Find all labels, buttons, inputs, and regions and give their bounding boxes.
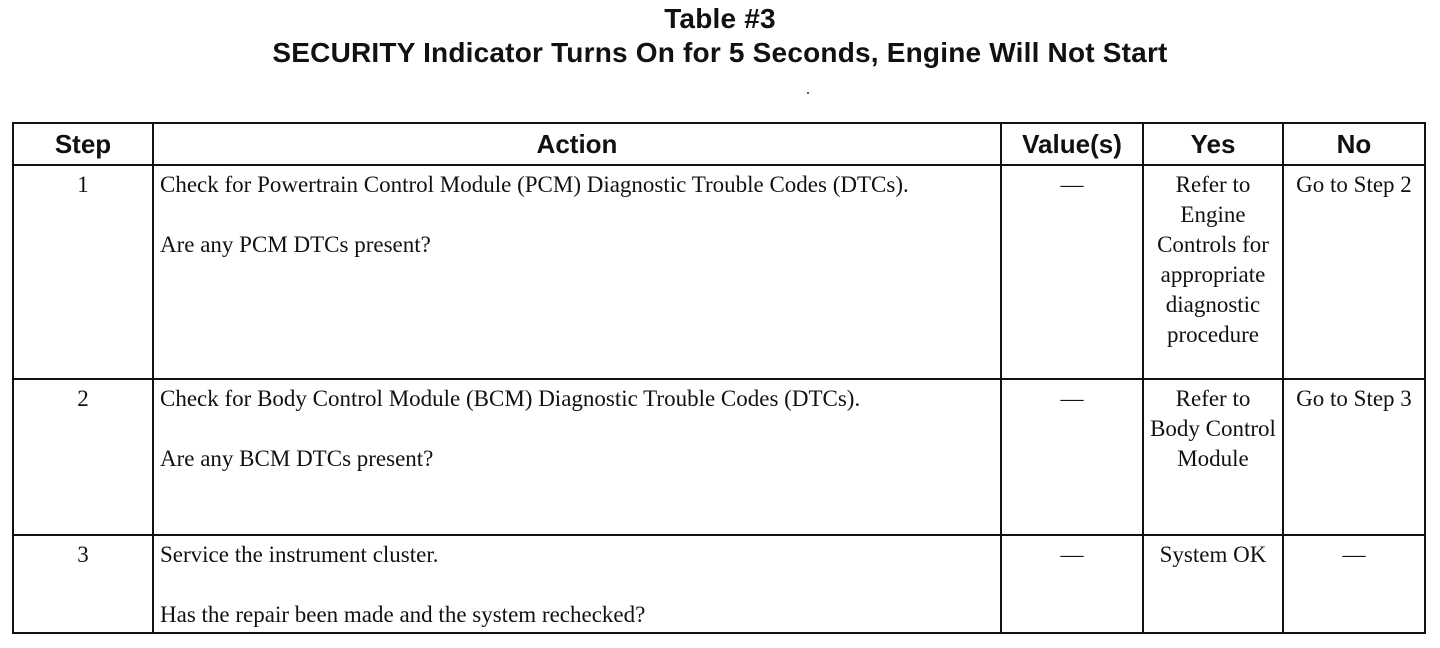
action-question: Has the repair been made and the system rechecked? — [160, 602, 646, 627]
action-instruction: Check for Body Control Module (BCM) Diagnostic Trouble Codes (DTCs). — [160, 386, 861, 411]
step-number: 2 — [13, 379, 153, 535]
yes-cell: System OK — [1143, 535, 1283, 633]
header-action: Action — [153, 123, 1001, 165]
header-yes: Yes — [1143, 123, 1283, 165]
header-step: Step — [13, 123, 153, 165]
value-cell: — — [1001, 379, 1143, 535]
header-row — [13, 123, 1425, 165]
action-question: Are any BCM DTCs present? — [160, 446, 434, 471]
step-number: 1 — [13, 165, 153, 379]
table-row — [13, 165, 1425, 379]
action-question: Are any PCM DTCs present? — [160, 232, 431, 257]
step-number: 3 — [13, 535, 153, 633]
header-no: No — [1283, 123, 1425, 165]
no-cell: — — [1283, 535, 1425, 633]
table-subject-heading: SECURITY Indicator Turns On for 5 Seconds, Engine Will Not Start — [272, 37, 1168, 68]
action-cell — [153, 379, 1001, 535]
scan-speck — [807, 92, 809, 94]
no-cell: Go to Step 3 — [1283, 379, 1425, 535]
document-title — [0, 2, 1440, 70]
table-row — [13, 535, 1425, 633]
action-instruction: Check for Powertrain Control Module (PCM) Diagnostic Trouble Codes (DTCs). — [160, 172, 909, 197]
header-values: Value(s) — [1001, 123, 1143, 165]
no-cell: Go to Step 2 — [1283, 165, 1425, 379]
action-cell — [153, 165, 1001, 379]
yes-cell: Refer to Engine Controls for appropriate diagnostic procedure — [1143, 165, 1283, 379]
value-cell: — — [1001, 165, 1143, 379]
yes-cell: Refer to Body Control Module — [1143, 379, 1283, 535]
table-row — [13, 379, 1425, 535]
action-cell — [153, 535, 1001, 633]
diagnostic-table — [12, 122, 1426, 634]
table-number-heading: Table #3 — [664, 3, 776, 34]
value-cell: — — [1001, 535, 1143, 633]
action-instruction: Service the instrument cluster. — [160, 542, 439, 567]
